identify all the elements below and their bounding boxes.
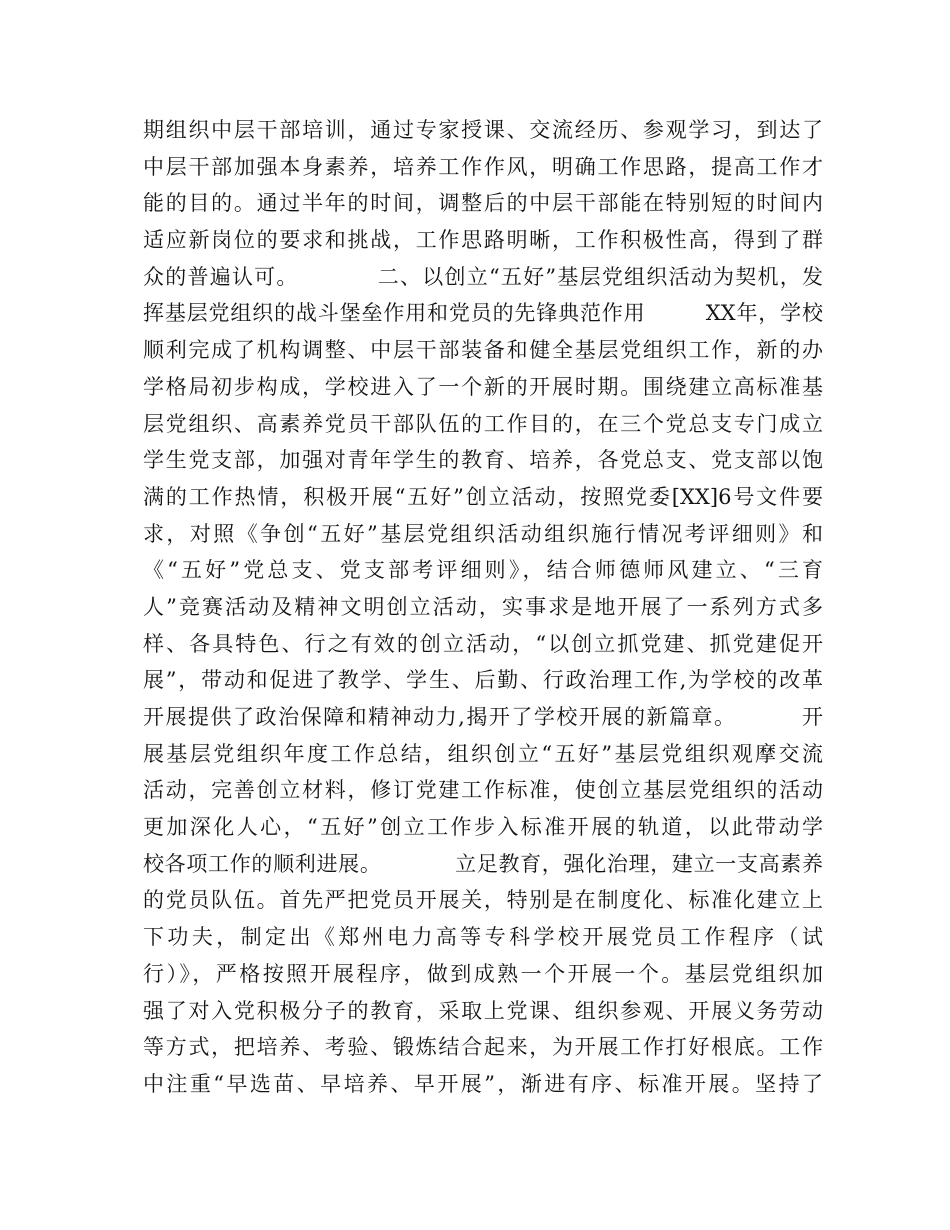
text-line: 展”，带动和促进了教学、学生、后勤、行政治理工作,为学校的改革: [143, 668, 823, 693]
body-text: [143, 112, 823, 1103]
text-line: 展基层党组织年度工作总结，组织创立“五好”基层党组织观摩交流: [143, 741, 823, 766]
text-line: 适应新岗位的要求和挑战，工作思路明晰，工作积极性高，得到了群: [143, 228, 823, 253]
text-line: 期组织中层干部培训，通过专家授课、交流经历、参观学习，到达了: [143, 118, 823, 142]
text-line: 开展提供了政治保障和精神动力,揭开了学校开展的新篇章。 开: [143, 705, 823, 729]
text-line: 学格局初步构成，学校进入了一个新的开展时期。围绕建立高标准基: [143, 374, 823, 399]
text-line: 的党员队伍。首先严把党员开展关，特别是在制度化、标准化建立上: [143, 888, 823, 913]
text-line: 满的工作热情，积极开展“五好”创立活动，按照党委[XX]6号文件要: [143, 484, 823, 509]
text-line: 行）》，严格按照开展程序，做到成熟一个开展一个。基层党组织加: [143, 961, 823, 986]
text-line: 活动，完善创立材料，修订党建工作标准，使创立基层党组织的活动: [143, 778, 823, 803]
text-line: 中层干部加强本身素养，培养工作作风，明确工作思路，提高工作才: [143, 154, 823, 179]
text-line: 人”竞赛活动及精神文明创立活动，实事求是地开展了一系列方式多: [143, 594, 823, 619]
text-line: 挥基层党组织的战斗堡垒作用和党员的先锋典范作用 XX年，学校: [143, 301, 823, 326]
text-line: 众的普遍认可。 二、以创立“五好”基层党组织活动为契机，发: [143, 264, 823, 289]
text-line: 校各项工作的顺利进展。 立足教育，强化治理，建立一支高素养: [143, 851, 823, 876]
text-line: 《“五好”党总支、党支部考评细则》，结合师德师风建立、“三育: [143, 558, 823, 583]
text-line: 强了对入党积极分子的教育，采取上党课、组织参观、开展义务劳动: [143, 998, 823, 1023]
text-line: 顺利完成了机构调整、中层干部装备和健全基层党组织工作，新的办: [143, 338, 823, 363]
text-line: 层党组织、高素养党员干部队伍的工作目的，在三个党总支专门成立: [143, 411, 823, 436]
text-line: 更加深化人心，“五好”创立工作步入标准开展的轨道，以此带动学: [143, 815, 823, 840]
text-line: 能的目的。通过半年的时间，调整后的中层干部能在特别短的时间内: [143, 191, 823, 216]
text-line: 求，对照《争创“五好”基层党组织活动组织施行情况考评细则》和: [143, 521, 823, 546]
text-line: 中注重“早选苗、早培养、早开展”，渐进有序、标准开展。坚持了: [143, 1071, 823, 1096]
text-line: 样、各具特色、行之有效的创立活动，“以创立抓党建、抓党建促开: [143, 631, 823, 656]
text-line: 学生党支部，加强对青年学生的教育、培养，各党总支、党支部以饱: [143, 448, 823, 473]
text-line: 等方式，把培养、考验、锻炼结合起来，为开展工作打好根底。工作: [143, 1035, 823, 1060]
text-line: 下功夫，制定出《郑州电力高等专科学校开展党员工作程序（试: [143, 925, 823, 950]
